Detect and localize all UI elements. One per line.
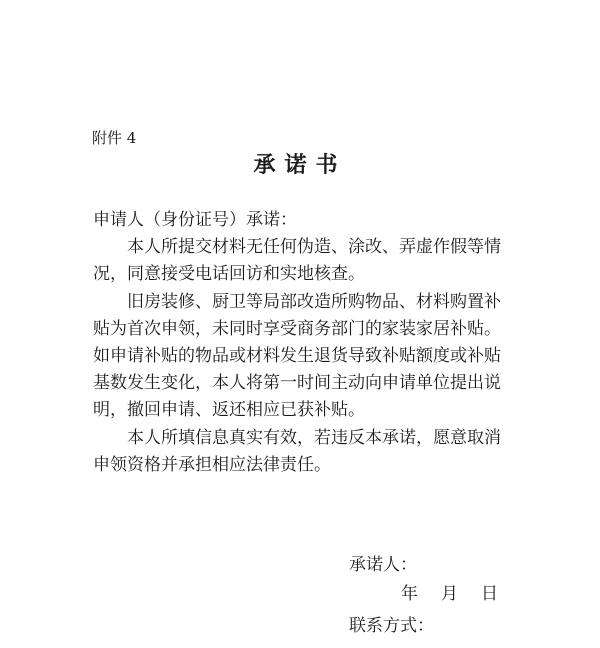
month-label: 月 xyxy=(441,584,458,604)
document-body xyxy=(93,207,513,479)
paragraph-3: 本人所填信息真实有效，若违反本承诺，愿意取消申领资格并承担相应法律责任。 xyxy=(93,427,501,475)
applicant-line: 申请人（身份证号）承诺： xyxy=(93,210,297,230)
year-label: 年 xyxy=(401,584,418,604)
pledger-label: 承诺人： xyxy=(349,555,417,575)
day-label: 日 xyxy=(481,584,498,604)
paragraph-1: 本人所提交材料无任何伪造、涂改、弄虚作假等情况，同意接受电话回访和实地核查。 xyxy=(93,237,501,285)
contact-label: 联系方式： xyxy=(349,616,434,636)
paragraph-2: 旧房装修、厨卫等局部改造所购物品、材料购置补贴为首次申领，未同时享受商务部门的家装家居补贴。如申请补贴的物品或材料发生退货导致补贴额度或补贴基数发生变化，本人将第一时间主动向申请单位提出说明，撤回申请、返还相应已获补贴。 xyxy=(93,291,501,421)
document-title: 承诺书 xyxy=(253,152,347,178)
attachment-label: 附件 4 xyxy=(92,129,137,147)
